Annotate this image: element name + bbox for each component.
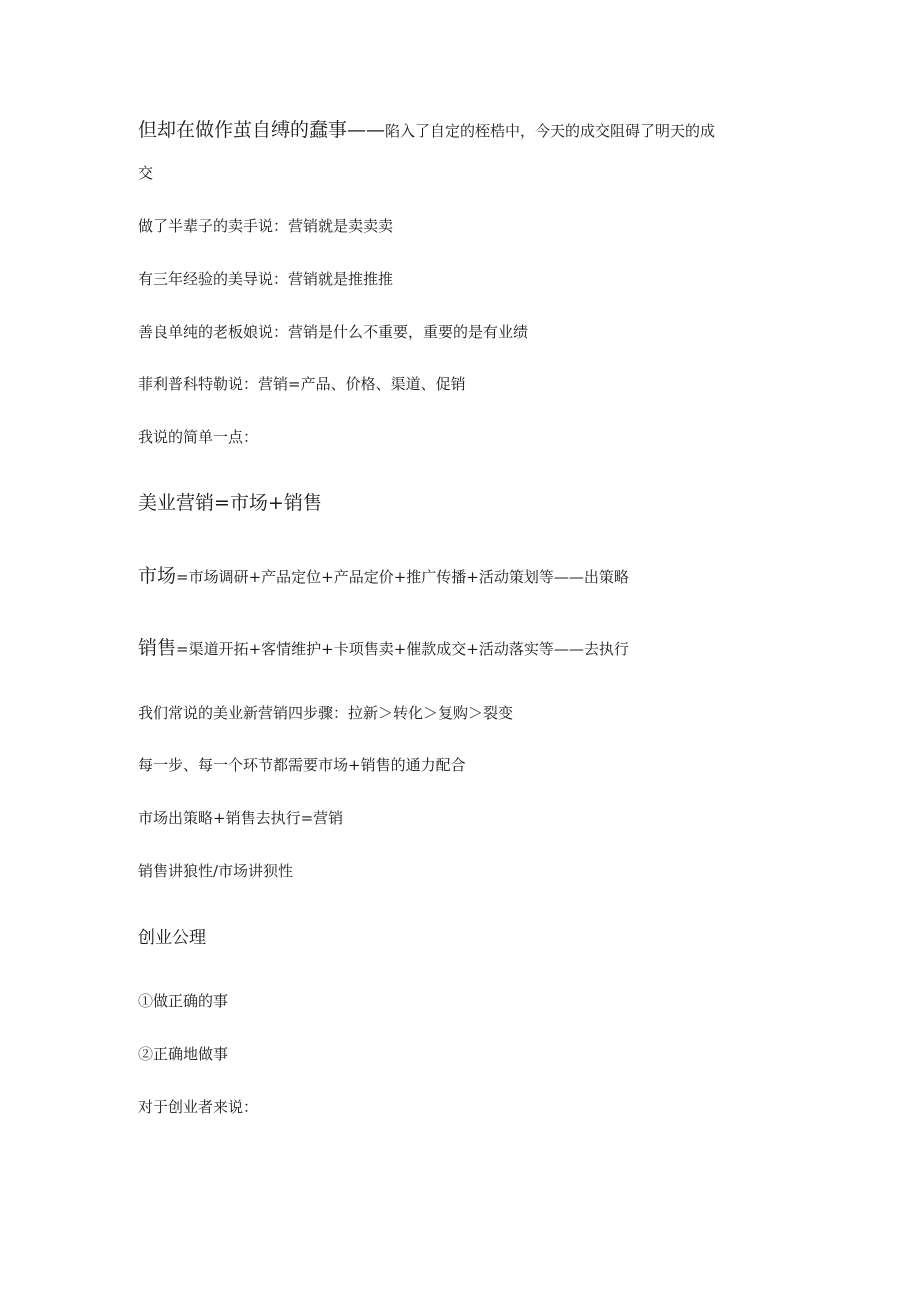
paragraph-5: 菲利普科特勒说：营销=产品、价格、渠道、促销: [138, 375, 466, 393]
paragraph-7: 我们常说的美业新营销四步骤：拉新＞转化＞复购＞裂变: [138, 704, 514, 722]
paragraph-1: [138, 120, 715, 141]
heading-startup-axioms: 创业公理: [138, 928, 206, 948]
paragraph-10: 销售讲狼性/市场讲狈性: [138, 862, 294, 880]
sales-definition-rest: =渠道开拓+客情维护+卡项售卖+催款成交+活动落实等——去执行: [176, 640, 629, 658]
sales-definition: [138, 638, 629, 659]
paragraph-3: 有三年经验的美导说：营销就是推推推: [138, 270, 394, 288]
paragraph-6: 我说的简单一点：: [138, 428, 259, 446]
heading-marketing-formula: 美业营销=市场+销售: [138, 492, 322, 514]
paragraph-8: 每一步、每一个环节都需要市场+销售的通力配合: [138, 756, 466, 774]
list-item-2: ②正确地做事: [138, 1045, 229, 1063]
sales-definition-lead: 销售: [138, 637, 177, 659]
paragraph-9: 市场出策略+销售去执行=营销: [138, 809, 344, 827]
paragraph-2: 做了半辈子的卖手说：营销就是卖卖卖: [138, 217, 394, 235]
paragraph-1-continued: 交: [138, 164, 154, 182]
market-definition-lead: 市场: [138, 565, 177, 587]
paragraph-1-rest: 陷入了自定的桎梏中，今天的成交阻碍了明天的成: [385, 122, 716, 140]
paragraph-11: 对于创业者来说：: [138, 1098, 259, 1116]
paragraph-1-lead: 但却在做作茧自缚的蠢事——: [138, 119, 386, 141]
list-item-1: ①做正确的事: [138, 992, 229, 1010]
market-definition: [138, 566, 629, 587]
paragraph-4: 善良单纯的老板娘说：营销是什么不重要，重要的是有业绩: [138, 323, 529, 341]
market-definition-rest: =市场调研+产品定位+产品定价+推广传播+活动策划等——出策略: [176, 568, 629, 586]
